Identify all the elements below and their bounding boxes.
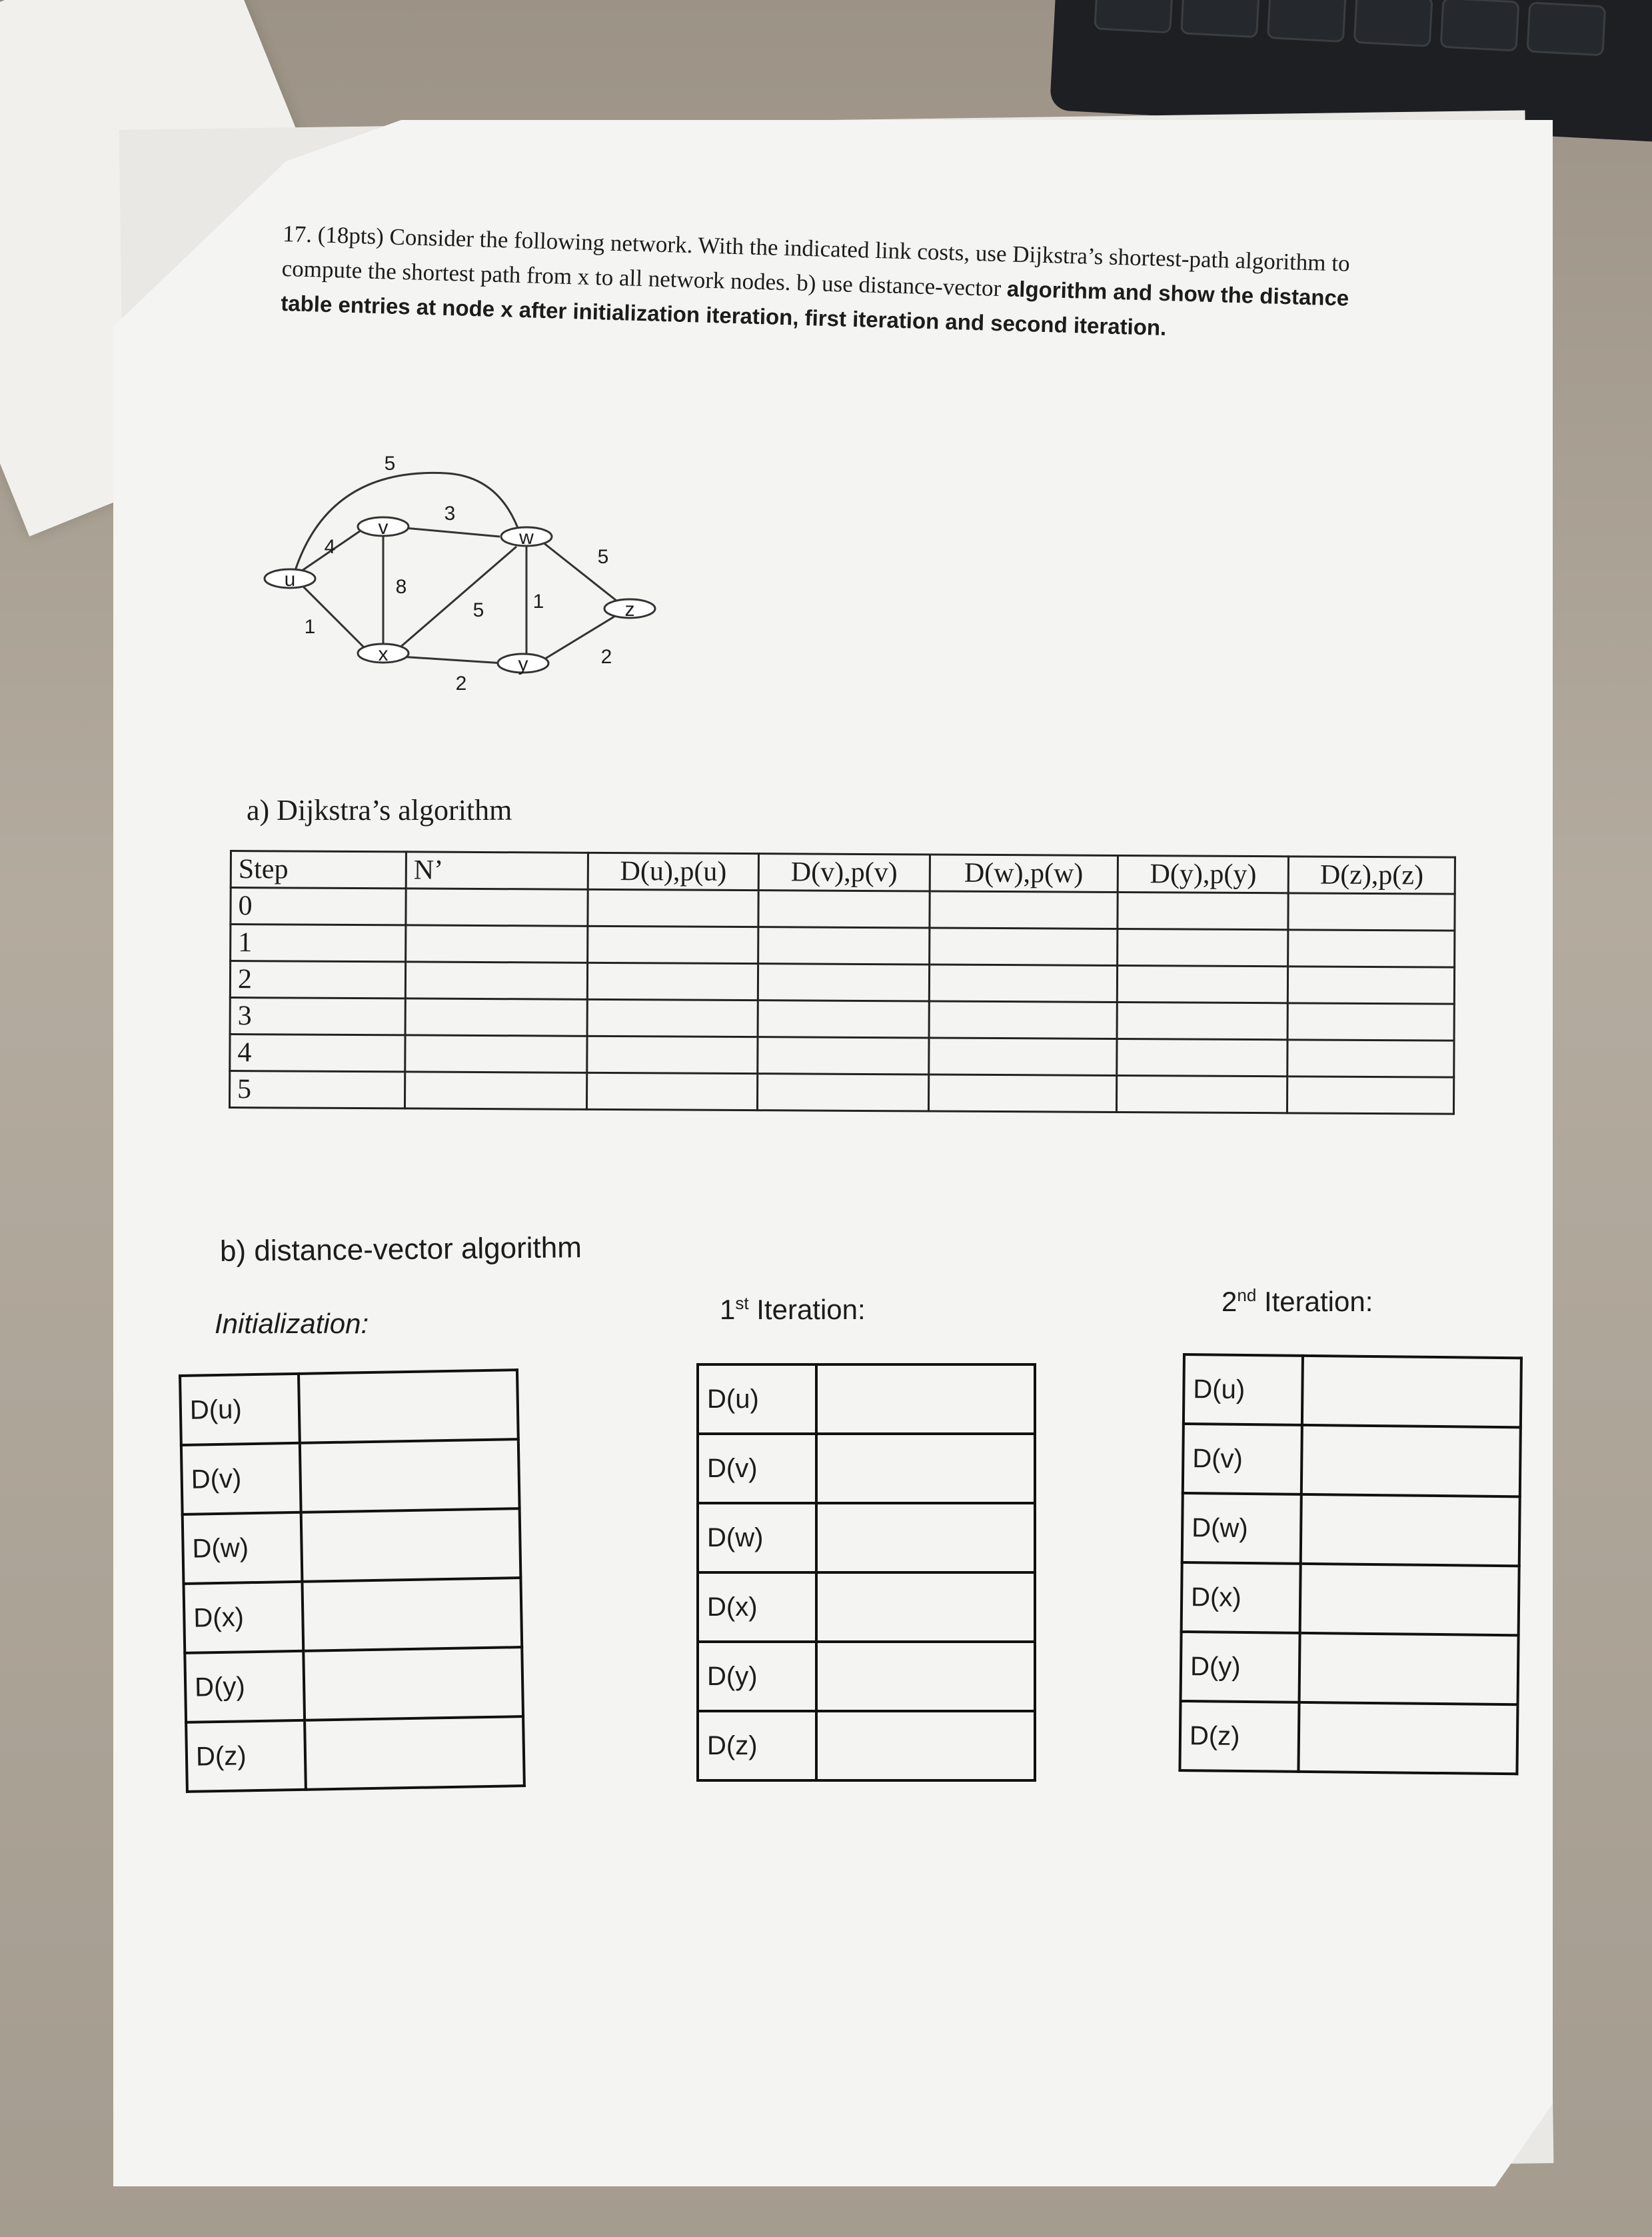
- table-row: [183, 1508, 521, 1584]
- answer-cell[interactable]: [587, 963, 758, 1000]
- step-cell: 3: [230, 998, 405, 1035]
- iter2-table: [1178, 1353, 1523, 1775]
- answer-cell[interactable]: [587, 1036, 758, 1073]
- table-row: [183, 1578, 522, 1653]
- answer-cell[interactable]: [758, 891, 930, 928]
- cost-w-z: 5: [597, 546, 609, 568]
- keyboard-key: [1353, 0, 1433, 47]
- keyboard-key: [1094, 0, 1174, 33]
- node-label-v: v: [378, 517, 389, 539]
- row-key: D(y): [185, 1651, 305, 1722]
- init-label: Initialization:: [215, 1308, 369, 1339]
- answer-cell[interactable]: [1287, 1077, 1454, 1114]
- header-du: D(u),p(u): [588, 853, 759, 890]
- row-key: D(u): [698, 1364, 816, 1434]
- cost-y-z: 2: [600, 646, 612, 668]
- dijkstra-header-row: [231, 851, 1455, 895]
- answer-cell[interactable]: [1116, 1075, 1287, 1113]
- init-table: [179, 1368, 526, 1793]
- table-row: [698, 1711, 1035, 1780]
- cost-u-x: 1: [304, 616, 316, 638]
- row-key: D(z): [186, 1720, 306, 1792]
- answer-cell[interactable]: [1288, 967, 1455, 1004]
- table-row: [229, 1071, 1453, 1115]
- link-x-y: [400, 657, 503, 663]
- keyboard-key: [1440, 0, 1520, 52]
- answer-cell[interactable]: [758, 1001, 929, 1038]
- answer-cell[interactable]: [929, 965, 1118, 1002]
- iter1-suffix: st: [735, 1293, 749, 1313]
- step-cell: 2: [230, 961, 405, 999]
- answer-cell[interactable]: [1288, 930, 1455, 967]
- table-row: [230, 998, 1454, 1041]
- answer-cell[interactable]: [816, 1434, 1035, 1503]
- step-cell: 4: [230, 1035, 405, 1072]
- table-row: [231, 925, 1455, 968]
- step-cell: 5: [229, 1071, 405, 1109]
- table-row: [698, 1503, 1035, 1572]
- answer-cell[interactable]: [301, 1508, 521, 1582]
- answer-cell[interactable]: [758, 1074, 929, 1111]
- answer-cell[interactable]: [305, 1716, 524, 1790]
- iter1-table: [696, 1363, 1036, 1782]
- row-key: D(z): [1180, 1701, 1299, 1772]
- table-row: [1182, 1562, 1519, 1635]
- row-key: D(w): [698, 1503, 816, 1572]
- part-a-title: a) Dijkstra’s algorithm: [247, 794, 512, 827]
- answer-cell[interactable]: [929, 891, 1118, 929]
- answer-cell[interactable]: [816, 1572, 1035, 1642]
- cost-x-y: 2: [455, 673, 467, 695]
- header-dv: D(v),p(v): [758, 854, 930, 891]
- step-cell: 0: [231, 888, 406, 925]
- answer-cell[interactable]: [758, 927, 930, 965]
- row-key: D(x): [1182, 1562, 1301, 1633]
- answer-cell[interactable]: [1288, 893, 1455, 931]
- row-key: D(y): [698, 1642, 816, 1711]
- table-row: [231, 888, 1455, 931]
- answer-cell[interactable]: [1118, 892, 1289, 929]
- table-row: [230, 1035, 1454, 1078]
- table-row: [186, 1716, 524, 1792]
- answer-cell[interactable]: [300, 1439, 520, 1512]
- cost-u-w: 5: [384, 453, 396, 475]
- answer-cell[interactable]: [1301, 1494, 1520, 1566]
- answer-cell[interactable]: [587, 999, 758, 1037]
- answer-cell[interactable]: [758, 1037, 929, 1075]
- row-key: D(w): [183, 1512, 303, 1584]
- cost-w-y: 1: [532, 591, 544, 613]
- table-row: [698, 1572, 1035, 1642]
- cost-v-x: 8: [395, 576, 407, 598]
- answer-cell[interactable]: [1298, 1702, 1517, 1774]
- row-key: D(x): [698, 1572, 816, 1642]
- answer-cell[interactable]: [405, 1072, 586, 1109]
- answer-cell[interactable]: [1117, 1039, 1288, 1076]
- node-label-u: u: [284, 569, 296, 591]
- answer-cell[interactable]: [1301, 1425, 1521, 1496]
- answer-cell[interactable]: [588, 889, 759, 927]
- table-row: [185, 1647, 523, 1722]
- header-dy: D(y),p(y): [1118, 855, 1289, 893]
- answer-cell[interactable]: [1302, 1356, 1521, 1427]
- answer-cell[interactable]: [816, 1711, 1035, 1780]
- keyboard-key: [1526, 1, 1606, 56]
- row-key: D(v): [181, 1443, 301, 1514]
- answer-cell[interactable]: [1300, 1564, 1519, 1635]
- answer-cell[interactable]: [1118, 929, 1289, 966]
- node-label-w: w: [519, 527, 534, 549]
- header-dz: D(z),p(z): [1288, 857, 1455, 894]
- iter1-label: [720, 1293, 866, 1326]
- answer-cell[interactable]: [816, 1364, 1035, 1434]
- answer-cell[interactable]: [302, 1578, 522, 1651]
- cost-v-w: 3: [444, 503, 456, 525]
- question-rest: algorithm and show the distance table entries at node x after initialization iteration, first iteration and second iteration.: [280, 276, 1349, 341]
- link-x-w: [393, 547, 516, 653]
- answer-cell[interactable]: [758, 964, 930, 1001]
- answer-cell[interactable]: [405, 1035, 587, 1073]
- row-key: D(u): [1184, 1354, 1303, 1425]
- answer-cell[interactable]: [406, 925, 588, 963]
- node-label-x: x: [378, 643, 389, 665]
- iter2-number: 2: [1222, 1286, 1238, 1317]
- answer-cell[interactable]: [588, 926, 759, 963]
- table-row: [1182, 1493, 1520, 1566]
- answer-cell[interactable]: [299, 1370, 518, 1443]
- header-dw: D(w),p(w): [930, 855, 1118, 892]
- node-label-z: z: [624, 599, 635, 621]
- answer-cell[interactable]: [929, 928, 1118, 965]
- row-key: D(v): [698, 1434, 816, 1503]
- answer-cell[interactable]: [928, 1075, 1117, 1112]
- row-key: D(y): [1181, 1632, 1300, 1702]
- answer-cell[interactable]: [405, 962, 587, 999]
- answer-cell[interactable]: [405, 999, 587, 1036]
- keyboard-key: [1180, 0, 1260, 38]
- answer-cell[interactable]: [928, 1038, 1117, 1075]
- part-b-title: b) distance-vector algorithm: [219, 1231, 582, 1268]
- iter2-label: [1222, 1285, 1373, 1318]
- header-step: Step: [231, 851, 406, 889]
- table-row: [180, 1370, 518, 1445]
- table-row: [1181, 1632, 1519, 1704]
- table-row: [698, 1642, 1035, 1711]
- exam-page: [113, 120, 1553, 2186]
- answer-cell[interactable]: [929, 1001, 1118, 1039]
- row-key: D(x): [183, 1582, 303, 1653]
- row-key: D(v): [1183, 1424, 1302, 1494]
- iter2-text: Iteration:: [1263, 1286, 1373, 1317]
- table-row: [230, 961, 1454, 1005]
- dijkstra-table: [229, 850, 1456, 1115]
- answer-cell[interactable]: [1287, 1003, 1454, 1041]
- step-cell: 1: [231, 925, 406, 962]
- iter2-suffix: nd: [1237, 1285, 1257, 1305]
- answer-cell[interactable]: [303, 1647, 523, 1720]
- row-key: D(u): [180, 1374, 300, 1445]
- header-n-prime: N’: [406, 852, 588, 889]
- answer-cell[interactable]: [816, 1642, 1035, 1711]
- answer-cell[interactable]: [1299, 1633, 1519, 1704]
- table-row: [698, 1364, 1035, 1434]
- row-key: D(z): [698, 1711, 816, 1780]
- node-label-y: y: [518, 653, 528, 675]
- cost-u-v: 4: [324, 536, 336, 558]
- table-row: [1183, 1424, 1521, 1496]
- iter1-text: Iteration:: [756, 1294, 866, 1325]
- table-row: [1184, 1354, 1521, 1427]
- table-row: [1180, 1701, 1517, 1774]
- network-diagram: [247, 433, 700, 713]
- question-lead: 17. (18pts) Consider the following network. With the indicated link costs, use Dijkstra’s shortest-path algorithm to compute the shortest path from x to all network nodes. b) use distance-vector: [281, 220, 1351, 302]
- answer-cell[interactable]: [406, 889, 588, 926]
- cost-x-w: 5: [472, 599, 484, 621]
- keyboard-key: [1267, 0, 1347, 43]
- answer-cell[interactable]: [1287, 1040, 1454, 1077]
- row-key: D(w): [1182, 1493, 1301, 1564]
- table-row: [698, 1434, 1035, 1503]
- answer-cell[interactable]: [586, 1073, 758, 1110]
- iter1-number: 1: [720, 1294, 736, 1325]
- answer-cell[interactable]: [1117, 1002, 1288, 1039]
- answer-cell[interactable]: [816, 1503, 1035, 1572]
- answer-cell[interactable]: [1117, 965, 1288, 1003]
- table-row: [181, 1439, 520, 1514]
- link-u-x: [293, 577, 370, 653]
